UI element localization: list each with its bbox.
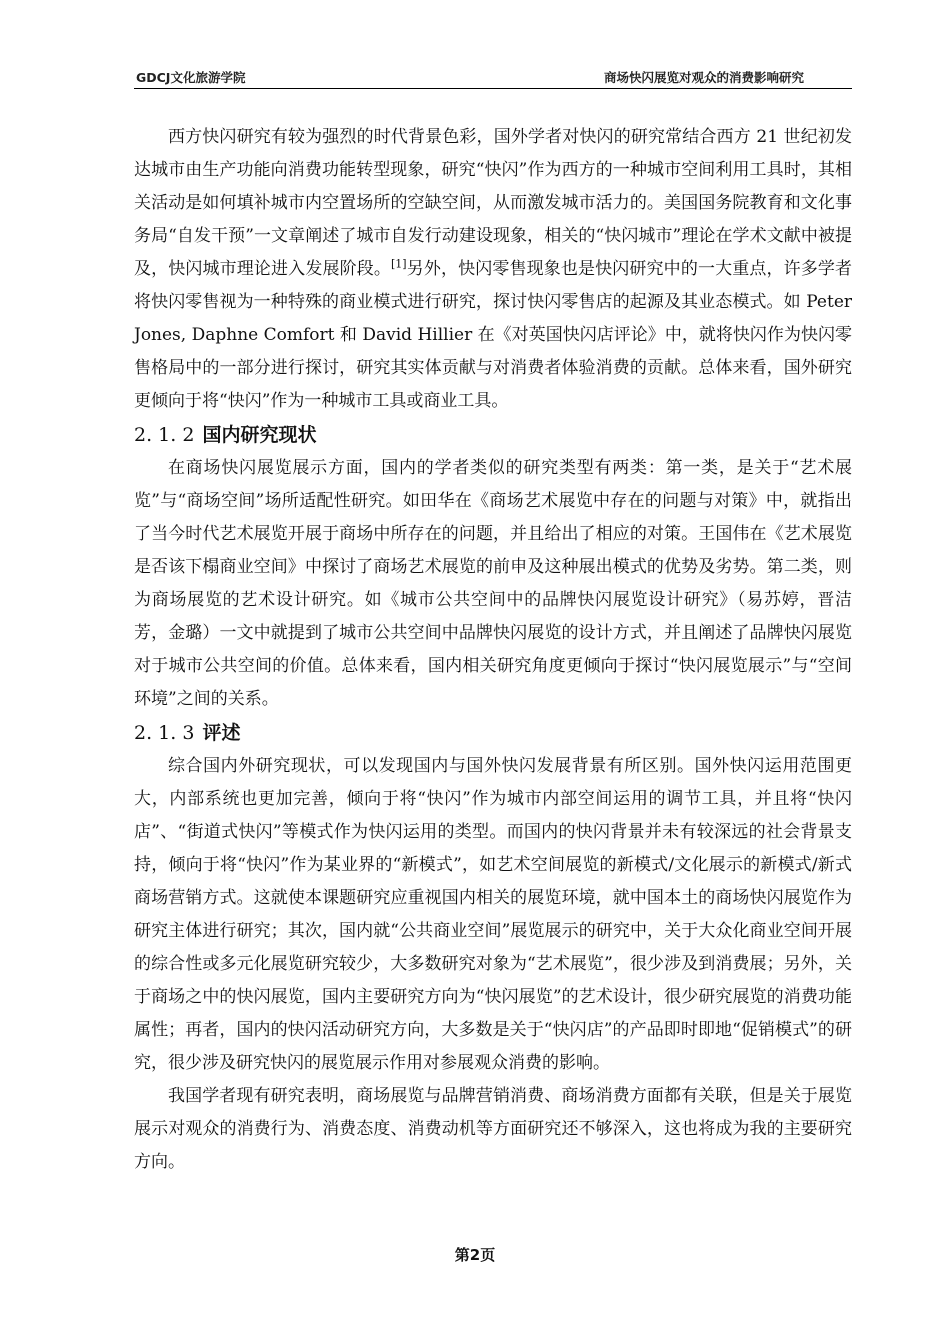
- paragraph-domestic-research: 在商场快闪展览展示方面，国内的学者类似的研究类型有两类：第一类，是关于“艺术展览”与“商场空间”场所适配性研究。如田华在《商场艺术展览中存在的问题与对策》中，就指出了当今时代艺术展览开展于商场中所存在的问题，并且给出了相应的对策。王国伟在《艺术展览是否该下榻商业空间》中探讨了商场艺术展览的前申及这种展出模式的优势及劣势。第二类，则为商场展览的艺术设计研究。如《城市公共空间中的品牌快闪展览设计研究》（易苏婷，晋洁芳，金璐）一文中就提到了城市公共空间中品牌快闪展览的设计方式，并且阐述了品牌快闪展览对于城市公共空间的价值。总体来看，国内相关研究角度更倾向于探讨“快闪展览展示”与“空间环境”之间的关系。: [134, 458, 852, 709]
- paragraph-foreign-research: [134, 121, 852, 418]
- page-number: 第2页: [454, 1246, 496, 1264]
- section-heading-2-1-3: [134, 716, 852, 750]
- paragraph-text: 另外，快闪零售现象也是快闪研究中的一大重点，许多学者将快闪零售视为一种特殊的商业模式进行研究，探讨快闪零售店的起源及其业态模式。如 Peter Jones, Daphne Comfort 和 David Hillier 在《对英国快闪店评论》中，就将快闪作为快闪零售格局中的一部分进行探讨，研究其实体贡献与对消费者体验消费的贡献。总体来看，国外研究更倾向于将“快闪”作为一种城市工具或商业工具。: [134, 259, 853, 411]
- paragraph-research-direction: 我国学者现有研究表明，商场展览与品牌营销消费、商场消费方面都有关联，但是关于展览展示对观众的消费行为、消费态度、消费动机等方面研究还不够深入，这也将成为我的主要研究方向。: [134, 1086, 852, 1172]
- paragraph-text: 西方快闪研究有较为强烈的时代背景色彩，国外学者对快闪的研究常结合西方 21 世纪初发达城市由生产功能向消费功能转型现象，研究“快闪”作为西方的一种城市空间利用工具时，其相关活动是如何填补城市内空置场所的空缺空间，从而激发城市活力的。美国国务院教育和文化事务局“自发干预”一文章阐述了城市自发行动建设现象，相关的“快闪城市”理论在学术文献中被提及，快闪城市理论进入发展阶段。: [134, 127, 852, 279]
- page-body: [134, 121, 852, 1179]
- section-title: 评述: [202, 722, 241, 744]
- page-header: [134, 66, 852, 89]
- section-title: 国内研究现状: [202, 424, 317, 446]
- section-number: 2. 1. 3: [134, 722, 195, 744]
- header-paper-title: 商场快闪展览对观众的消费影响研究: [603, 70, 804, 85]
- section-number: 2. 1. 2: [134, 424, 195, 446]
- citation-ref: [1]: [390, 257, 407, 271]
- section-heading-2-1-2: [134, 418, 852, 452]
- paragraph-review: 综合国内外研究现状，可以发现国内与国外快闪发展背景有所区别。国外快闪运用范围更大，内部系统也更加完善，倾向于将“快闪”作为城市内部空间运用的调节工具，并且将“快闪店”、“街道式快闪”等模式作为快闪运用的类型。而国内的快闪背景并未有较深远的社会背景支持，倾向于将“快闪”作为某业界的“新模式”，如艺术空间展览的新模式/文化展示的新模式/新式商场营销方式。这就使本课题研究应重视国内相关的展览环境，就中国本土的商场快闪展览作为研究主体进行研究；其次，国内就“公共商业空间”展览展示的研究中，关于大众化商业空间开展的综合性或多元化展览研究较少，大多数研究对象为“艺术展览”，很少涉及到消费展；另外，关于商场之中的快闪展览，国内主要研究方向为“快闪展览”的艺术设计，很少研究展览的消费功能属性；再者，国内的快闪活动研究方向，大多数是关于“快闪店”的产品即时即地“促销模式”的研究，很少涉及研究快闪的展览展示作用对参展观众消费的影响。: [134, 756, 852, 1073]
- header-institution: GDCJ文化旅游学院: [136, 70, 246, 85]
